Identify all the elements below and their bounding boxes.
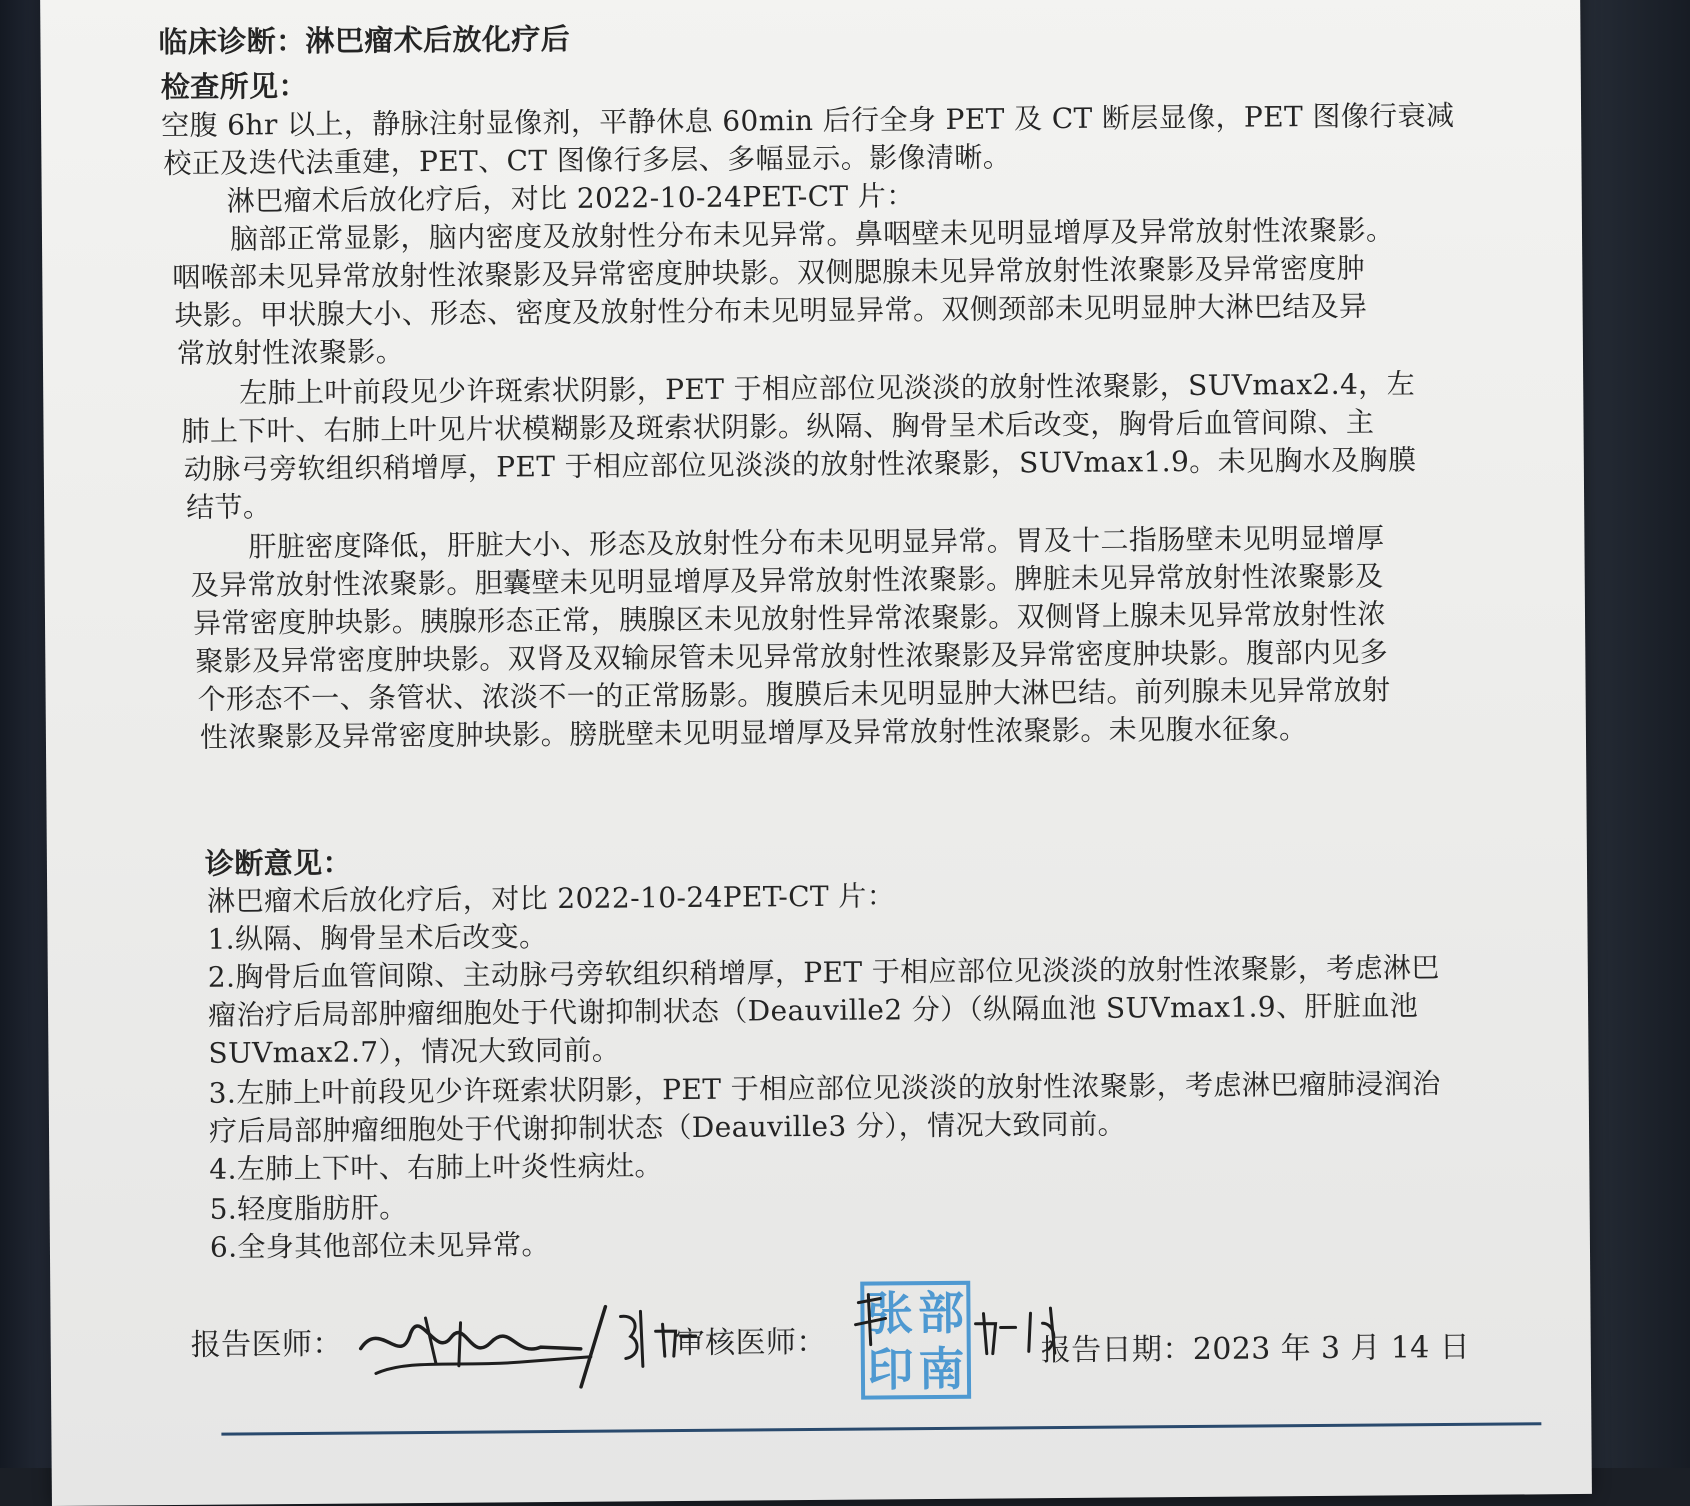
clinical-diagnosis: 临床诊断：淋巴瘤术后放化疗后 — [158, 21, 571, 60]
stamp-char: 南 — [918, 1341, 965, 1397]
reviewer-label: 审核医师： — [674, 1324, 827, 1362]
findings-line: 校正及迭代法重建，PET、CT 图像行多层、多幅显示。影像清晰。 — [163, 140, 1012, 181]
findings-line: 个形态不一、条管状、浓淡不一的正常肠影。腹膜后未见明显肿大淋巴结。前列腺未见异常放射 — [197, 673, 1391, 716]
report-date: 报告日期：2023 年 3 月 14 日 — [1040, 1329, 1471, 1369]
findings-line: 咽喉部未见异常放射性浓聚影及异常密度肿块影。双侧腮腺未见异常放射性浓聚影及异常密度肿 — [172, 251, 1366, 295]
diagnosis-line: 6.全身其他部位未见异常。 — [209, 1228, 550, 1264]
findings-line: 常放射性浓聚影。 — [176, 335, 405, 370]
findings-line: 肺上下叶、右肺上叶见片状模糊影及斑索状阴影。纵隔、胸骨呈术后改变，胸骨后血管间隙、主 — [181, 405, 1375, 448]
stamp-char: 张 — [866, 1286, 914, 1341]
stamp-char: 印 — [867, 1342, 914, 1397]
findings-line: 肝脏密度降低，肝脏大小、形态及放射性分布未见明显异常。胃及十二指肠壁未见明显增厚 — [248, 521, 1385, 564]
diagnosis-line: 3.左肺上叶前段见少许斑索状阴影，PET 于相应部位见淡淡的放射性浓聚影，考虑淋巴瘤肺浸润治 — [208, 1067, 1441, 1110]
findings-line: 块影。甲状腺大小、形态、密度及放射性分布未见明显异常。双侧颈部未见明显肿大淋巴结及异 — [174, 289, 1368, 333]
findings-line: 左肺上叶前段见少许斑索状阴影，PET 于相应部位见淡淡的放射性浓聚影，SUVmax2.4，左 — [239, 367, 1416, 410]
findings-line: 空腹 6hr 以上，静脉注射显像剂，平静休息 60min 后行全身 PET 及 CT 断层显像，PET 图像行衰减 — [160, 98, 1455, 143]
diagnosis-line: 疗后局部肿瘤细胞处于代谢抑制状态（Deauville3 分），情况大致同前。 — [208, 1107, 1127, 1148]
diagnosis-line: 瘤治疗后局部肿瘤细胞处于代谢抑制状态（Deauville2 分）（纵隔血池 SUVmax1.9、肝脏血池 — [207, 989, 1419, 1032]
findings-line: 异常密度肿块影。胰腺形态正常，胰腺区未见放射性异常浓聚影。双侧肾上腺未见异常放射性浓 — [192, 597, 1386, 640]
diagnosis-line: 4.左肺上下叶、右肺上叶炎性病灶。 — [209, 1149, 663, 1186]
findings-line: 结节。 — [185, 490, 272, 524]
report-paper — [40, 0, 1592, 1506]
diagnosis-line: 1.纵隔、胸骨呈术后改变。 — [207, 920, 548, 956]
stamp-char: 部 — [917, 1285, 965, 1341]
findings-line: 及异常放射性浓聚影。胆囊壁未见明显增厚及异常放射性浓聚影。脾脏未见异常放射性浓聚影及 — [190, 559, 1384, 602]
findings-line: 动脉弓旁软组织稍增厚，PET 于相应部位见淡淡的放射性浓聚影，SUVmax1.9。未见胸水及胸膜 — [183, 443, 1417, 486]
diagnosis-heading: 诊断意见： — [204, 845, 353, 881]
findings-line: 脑部正常显影，脑内密度及放射性分布未见异常。鼻咽壁未见明显增厚及异常放射性浓聚影。 — [229, 213, 1395, 256]
reviewer-signature — [840, 1283, 1071, 1385]
findings-line: 性浓聚影及异常密度肿块影。膀胱壁未见明显增厚及异常放射性浓聚影。未见腹水征象。 — [199, 712, 1308, 754]
diagnosis-line: SUVmax2.7），情况大致同前。 — [208, 1033, 621, 1070]
reporter-signature — [340, 1286, 711, 1399]
findings-line: 聚影及异常密度肿块影。双肾及双输尿管未见异常放射性浓聚影及异常密度肿块影。腹部内见多 — [195, 635, 1389, 678]
reporter-label: 报告医师： — [190, 1326, 343, 1363]
findings-heading: 检查所见： — [160, 68, 308, 105]
diagnosis-line: 2.胸骨后血管间隙、主动脉弓旁软组织稍增厚，PET 于相应部位见淡淡的放射性浓聚影，考虑淋巴 — [207, 951, 1440, 994]
diagnosis-line: 淋巴瘤术后放化疗后，对比 2022-10-24PET-CT 片： — [207, 879, 896, 918]
diagnosis-line: 5.轻度脂肪肝。 — [209, 1191, 408, 1226]
bottom-rule — [221, 1422, 1541, 1435]
findings-line: 淋巴瘤术后放化疗后，对比 2022-10-24PET-CT 片： — [226, 179, 915, 218]
